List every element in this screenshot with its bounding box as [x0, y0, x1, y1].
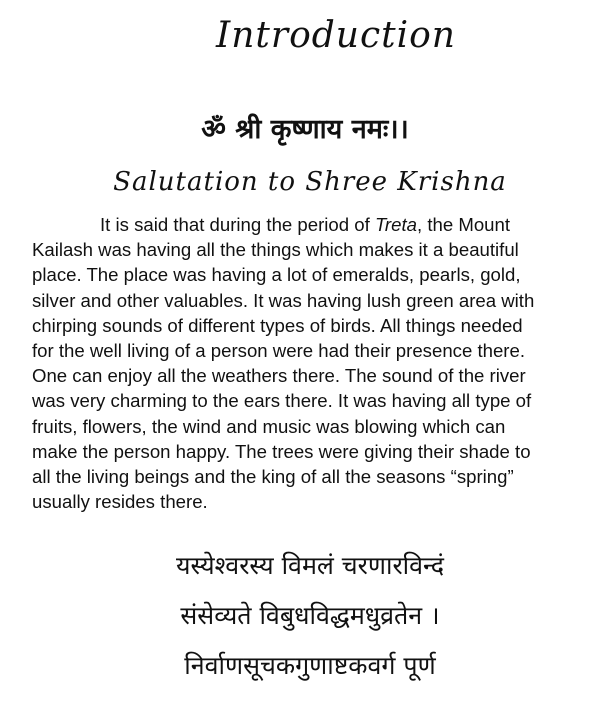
- paragraph-line: usually resides there.: [32, 491, 208, 513]
- paragraph-line: place. The place was having a lot of emeralds, pearls, gold,: [32, 264, 521, 286]
- paragraph-line: all the living beings and the king of all the seasons “spring”: [32, 466, 514, 488]
- paragraph-line: One can enjoy all the weathers there. The sound of the river: [32, 365, 526, 387]
- paragraph-line: make the person happy. The trees were giving their shade to: [32, 440, 531, 462]
- paragraph-line: [32, 212, 592, 237]
- sanskrit-verse-line: निर्वाणसूचकगुणाष्टकवर्ग पूर्ण: [184, 651, 436, 680]
- treta-emphasis: Treta: [374, 214, 417, 235]
- paragraph-text: , the Mount: [416, 214, 511, 235]
- om-invocation: ॐ श्री कृष्णाय नमः।।: [201, 114, 409, 145]
- paragraph-line: for the well living of a person were had their presence there.: [32, 340, 526, 362]
- paragraph-line: Kailash was having all the things which makes it a beautiful: [32, 239, 519, 261]
- paragraph-line: fruits, flowers, the wind and music was blowing which can: [32, 415, 506, 437]
- page-title: Introduction: [216, 15, 456, 56]
- paragraph-line: silver and other valuables. It was having lush green area with: [32, 289, 535, 311]
- section-subtitle: Salutation to Shree Krishna: [113, 167, 507, 197]
- sanskrit-verse-line: यस्येश्वरस्य विमलं चरणारविन्दं: [175, 551, 445, 580]
- intro-paragraph: [32, 212, 592, 514]
- paragraph-text: It is said that during the period of: [100, 214, 375, 235]
- sanskrit-verse-line: संसेव्यते विबुधविद्धमधुव्रतेन ।: [180, 601, 440, 630]
- paragraph-line: was very charming to the ears there. It was having all type of: [32, 390, 532, 412]
- paragraph-line: chirping sounds of different types of birds. All things needed: [32, 314, 523, 336]
